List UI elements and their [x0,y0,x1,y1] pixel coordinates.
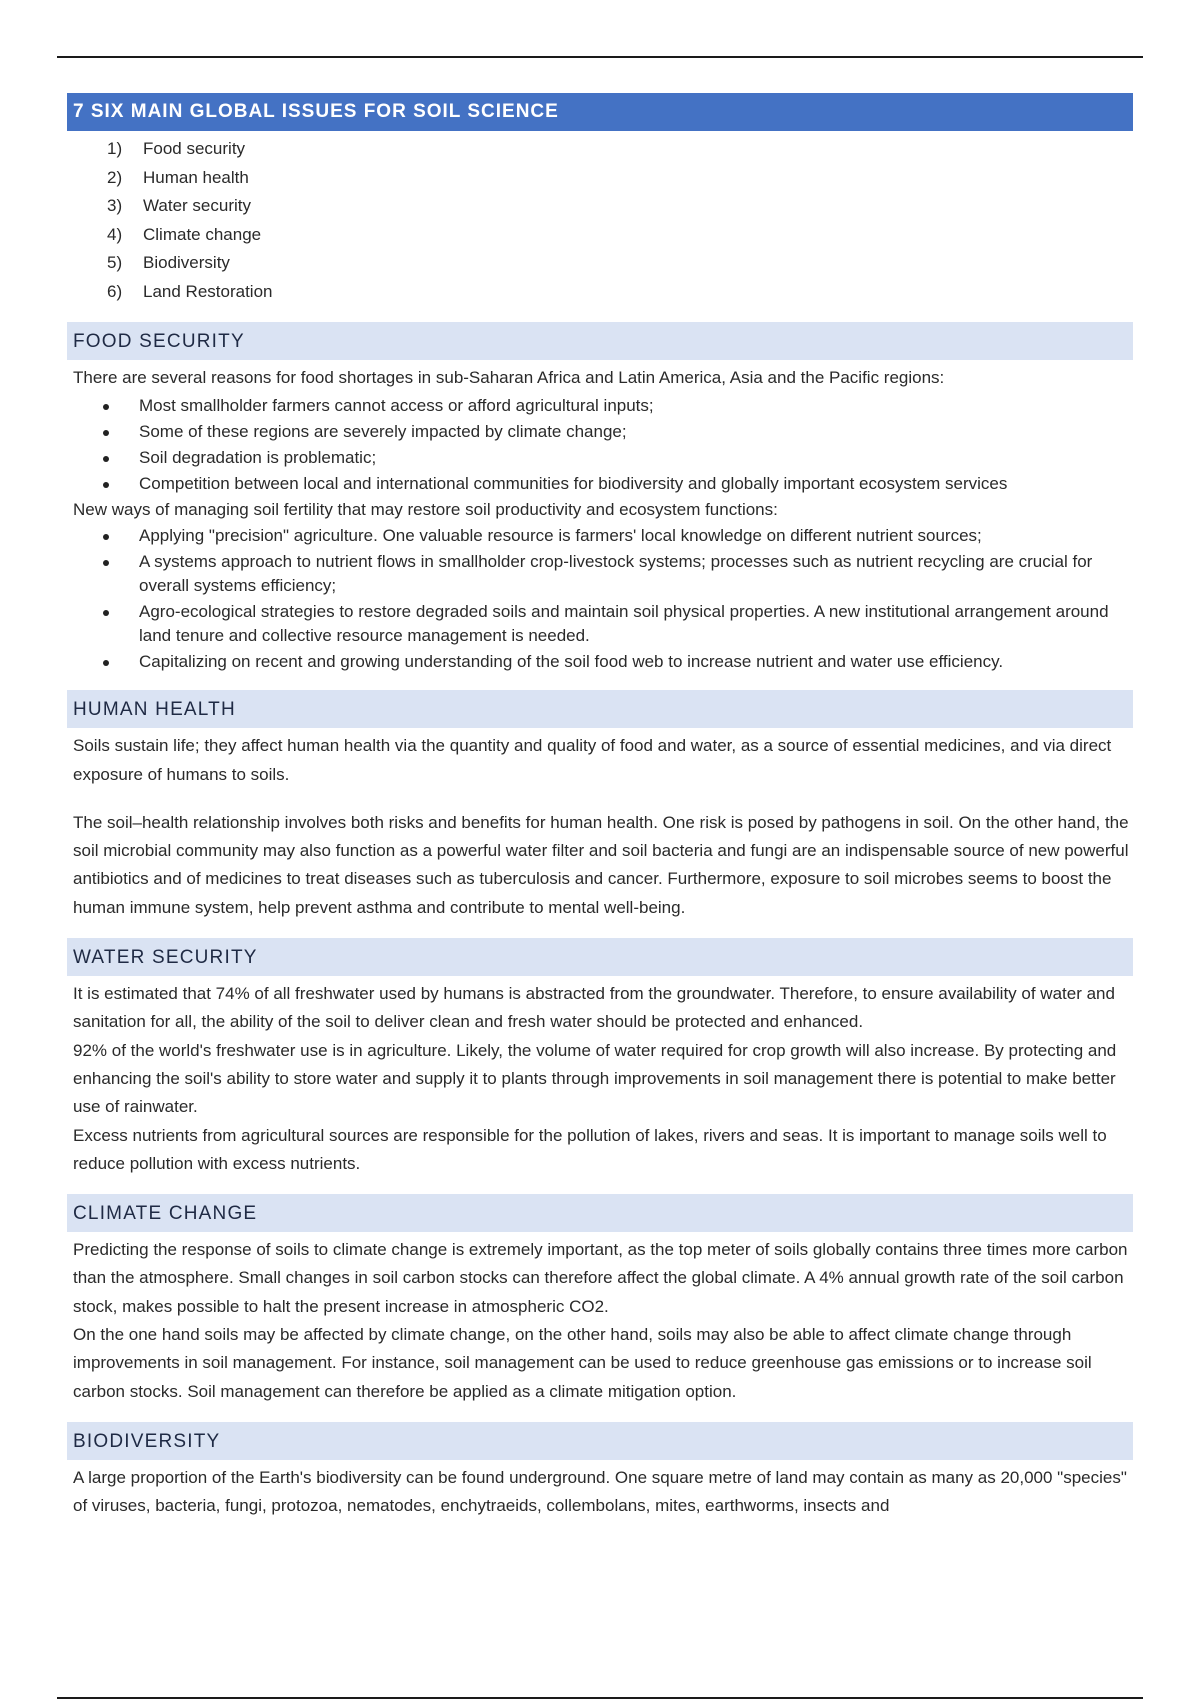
bullet-item: Competition between local and international communities for biodiversity and globally important ecosystem services [67,472,1133,496]
list-item [107,278,1133,307]
bullet-item: Agro-ecological strategies to restore degraded soils and maintain soil physical properties. A new institutional arrangement around land tenure and collective resource management is needed. [67,600,1133,648]
new-ways-list [67,524,1133,674]
list-number: 1) [107,139,123,158]
paragraph-spacer [67,789,1133,809]
bottom-rule [57,1697,1143,1699]
list-text: Food security [143,139,246,158]
section-heading-food-security: FOOD SECURITY [67,322,1133,360]
food-security-intro: There are several reasons for food shortages in sub-Saharan Africa and Latin America, Asia and the Pacific regions: [73,368,945,387]
document-body [67,93,1133,1521]
main-heading: 7 SIX MAIN GLOBAL ISSUES FOR SOIL SCIENCE [67,93,1133,131]
section-heading-climate-change: CLIMATE CHANGE [67,1194,1133,1232]
list-number: 6) [107,281,123,301]
bullet-item: A systems approach to nutrient flows in smallholder crop-livestock systems; processes such as nutrient recycling are crucial for overall systems efficiency; [67,550,1133,598]
list-text: Land Restoration [143,281,273,301]
section-heading-human-health: HUMAN HEALTH [67,690,1133,728]
paragraph: Soils sustain life; they affect human health via the quantity and quality of food and water, as a source of essential medicines, and via direct exposure of humans to soils. [73,736,1112,784]
paragraph: Excess nutrients from agricultural sources are responsible for the pollution of lakes, rivers and seas. It is important to manage soils well to reduce pollution with excess nutrients. [73,1125,1107,1173]
list-item [107,192,1133,221]
section-heading-biodiversity: BIODIVERSITY [67,1422,1133,1460]
issues-list [67,135,1133,306]
bullet-item: Soil degradation is problematic; [67,446,1133,470]
list-text: Climate change [143,224,262,244]
bullet-item: Most smallholder farmers cannot access or afford agricultural inputs; [67,394,1133,418]
bullet-item: Applying "precision" agriculture. One valuable resource is farmers' local knowledge on different nutrient sources; [67,524,1133,548]
paragraph: A large proportion of the Earth's biodiversity can be found underground. One square metre of land may contain as many as 20,000 "species" of viruses, bacteria, fungi, protozoa, nematodes, enchytraeids, collembolans, mites, earthworms, insects and [73,1467,1127,1516]
paragraph: 92% of the world's freshwater use is in agriculture. Likely, the volume of water required for crop growth will also increase. By protecting and enhancing the soil's ability to store water and supply it to plants through improvements in soil management there is potential to make better use of rainwater. [73,1040,1117,1117]
bullet-item: Capitalizing on recent and growing understanding of the soil food web to increase nutrient and water use efficiency. [67,650,1133,674]
list-number: 3) [107,196,123,215]
list-item [107,221,1133,250]
list-number: 4) [107,224,123,244]
list-text: Biodiversity [143,253,230,272]
list-text: Water security [143,196,252,215]
food-shortage-reasons [67,394,1133,496]
new-ways-intro: New ways of managing soil fertility that may restore soil productivity and ecosystem functions: [73,500,778,520]
list-number: 5) [107,253,123,272]
list-item [107,249,1133,278]
list-item [107,135,1133,164]
paragraph: It is estimated that 74% of all freshwater used by humans is abstracted from the groundwater. Therefore, to ensure availability of water and sanitation for all, the ability of the soil to deliver clean and fresh water should be protected and enhanced. [73,984,1115,1032]
paragraph: Predicting the response of soils to climate change is extremely important, as the top meter of soils globally contains three times more carbon than the atmosphere. Small changes in soil carbon stocks can therefore affect the global climate. A 4% annual growth rate of the soil carbon stock, makes possible to halt the present increase in atmospheric CO2. [73,1240,1128,1316]
top-rule [57,56,1143,58]
paragraph: On the one hand soils may be affected by climate change, on the other hand, soils may also be able to affect climate change through improvements in soil management. For instance, soil management can be used to reduce greenhouse gas emissions or to increase soil carbon stocks. Soil management can therefore be applied as a climate mitigation option. [73,1325,1092,1401]
list-text: Human health [143,167,249,187]
bullet-item: Some of these regions are severely impacted by climate change; [67,420,1133,444]
paragraph: The soil–health relationship involves both risks and benefits for human health. One risk is posed by pathogens in soil. On the other hand, the soil microbial community may also function as a powerful water filter and soil bacteria and fungi are an indispensable source of new powerful antibiotics and of medicines to treat diseases such as tuberculosis and cancer. Furthermore, exposure to soil microbes seems to boost the human immune system, help prevent asthma and contribute to mental well-being. [73,812,1129,917]
section-heading-water-security: WATER SECURITY [67,938,1133,976]
list-item [107,164,1133,193]
list-number: 2) [107,167,123,187]
